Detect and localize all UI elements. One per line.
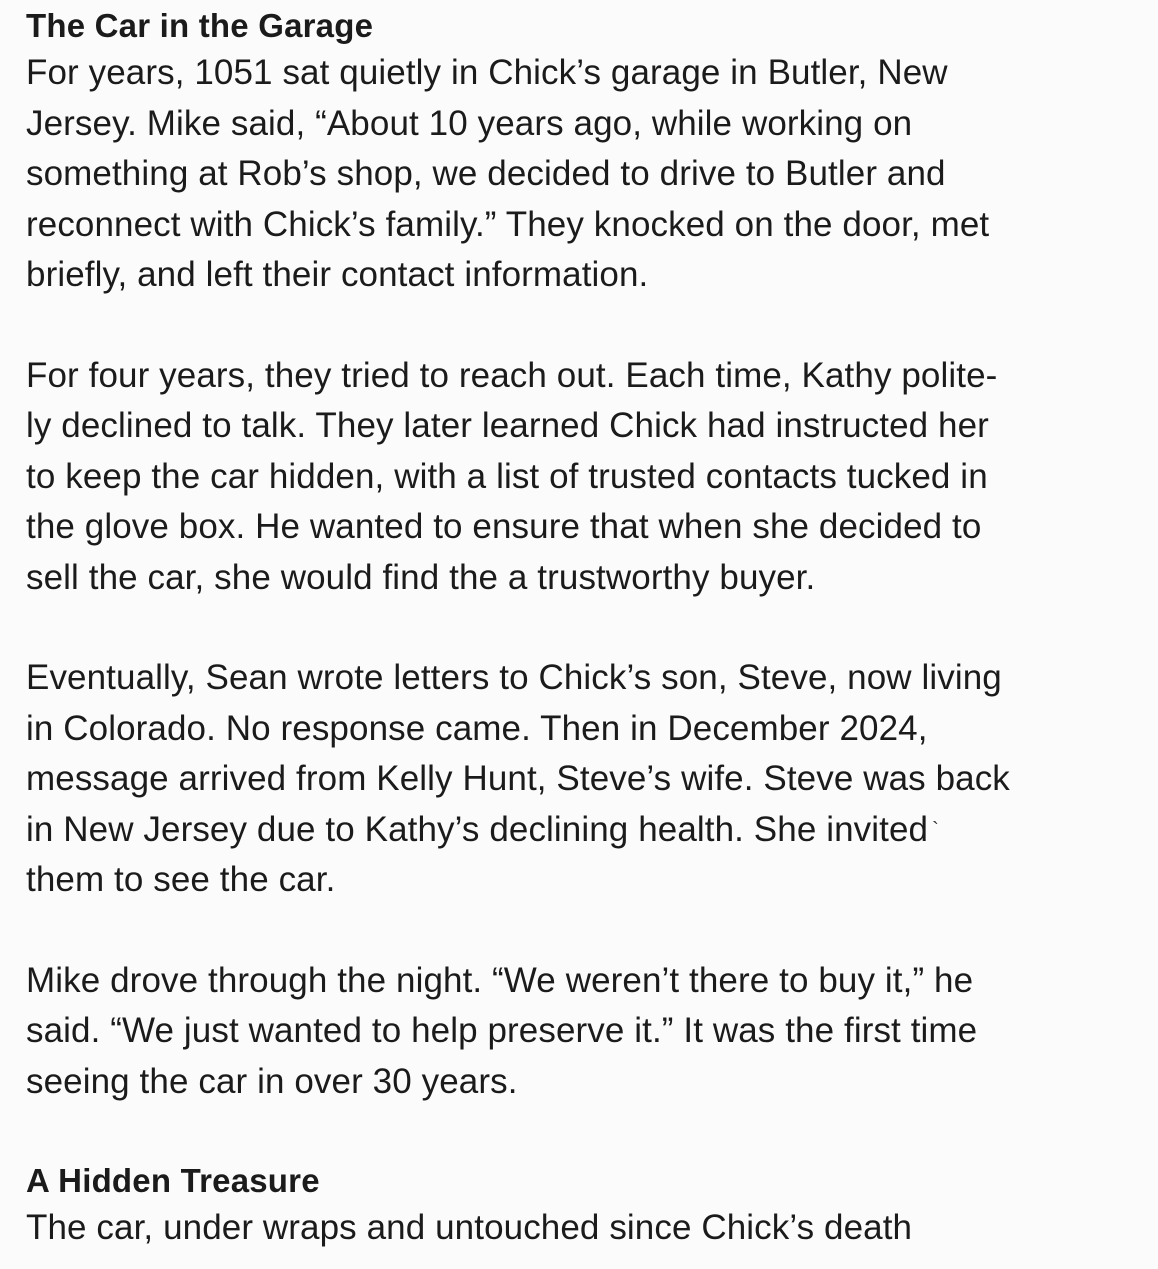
text-line: Eventually, Sean wrote letters to Chick’s son, Steve, now living <box>26 658 1002 697</box>
text-line: sell the car, she would find the a trustworthy buyer. <box>26 557 816 597</box>
paragraph-spacer <box>26 906 1128 956</box>
section-car-in-garage <box>26 4 1128 1107</box>
section-spacer <box>26 1107 1128 1159</box>
paragraph-spacer <box>26 301 1128 351</box>
paragraph <box>26 956 1128 1108</box>
text-line: ly declined to talk. They later learned Chick had instructed her <box>26 406 989 445</box>
section-heading: The Car in the Garage <box>26 7 374 44</box>
text-line: For four years, they tried to reach out. Each time, Kathy polite- <box>26 355 998 395</box>
text-line: briefly, and left their contact information. <box>26 255 649 294</box>
section-hidden-treasure <box>26 1159 1128 1254</box>
text-line: Mike drove through the night. “We weren’t there to buy it,” he <box>26 960 974 1000</box>
paragraph <box>26 48 1128 301</box>
text-line-content: in New Jersey due to Kathy’s declining health. She invited <box>26 809 929 849</box>
text-line: seeing the car in over 30 years. <box>26 1061 518 1101</box>
paragraph <box>26 1203 1128 1254</box>
paragraph <box>26 653 1128 906</box>
text-line: to keep the car hidden, with a list of trusted contacts tucked in <box>26 456 988 496</box>
text-line: message arrived from Kelly Hunt, Steve’s wife. Steve was back <box>26 759 1010 798</box>
section-heading: A Hidden Treasure <box>26 1162 320 1199</box>
stray-mark-glyph: ` <box>932 818 939 841</box>
text-line: said. “We just wanted to help preserve it.” It was the first time <box>26 1011 978 1050</box>
paragraph-spacer <box>26 603 1128 653</box>
paragraph <box>26 351 1128 604</box>
text-line: The car, under wraps and untouched since Chick’s death <box>26 1208 913 1247</box>
text-line: the glove box. He wanted to ensure that when she decided to <box>26 507 982 546</box>
text-line: reconnect with Chick’s family.” They knocked on the door, met <box>26 204 990 244</box>
text-line: something at Rob’s shop, we decided to drive to Butler and <box>26 154 946 193</box>
text-line: in Colorado. No response came. Then in December 2024, <box>26 708 928 748</box>
text-line: For years, 1051 sat quietly in Chick’s garage in Butler, New <box>26 53 948 92</box>
text-line: them to see the car. <box>26 860 336 899</box>
text-line: Jersey. Mike said, “About 10 years ago, while working on <box>26 103 913 143</box>
text-line <box>26 805 1128 856</box>
